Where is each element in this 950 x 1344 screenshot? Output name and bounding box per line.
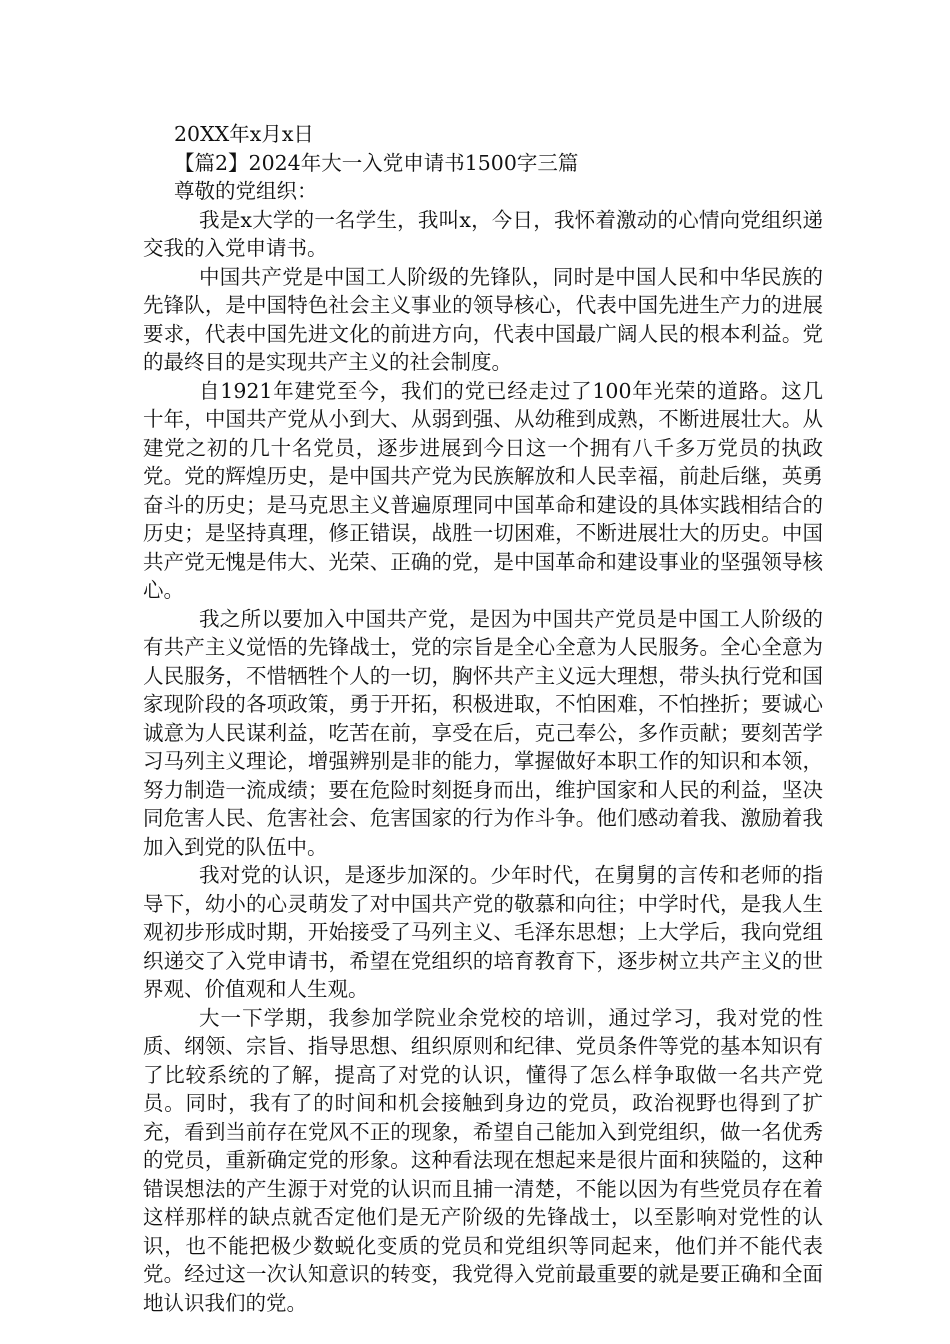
paragraph-party-school: 大一下学期，我参加学院业余党校的培训，通过学习，我对党的性质、纲领、宗旨、指导思想、组织原则和纪律、党员条件等党的基本知识有了比较系统的了解，提高了对党的认识，懂得了怎么样争取做一名共产党员。同时，我有了的时间和机会接触到身边的党员，政治视野也得到了扩充，看到当前存在党风不正的现象，希望自己能加入到党组织，做一名优秀的党员，重新确定党的形象。这种看法现在想起来是很片面和狭隘的，这种错误想法的产生源于对党的认识而且捕一清楚，不能以因为有些党员存在着这样那样的缺点就否定他们是无产阶级的先锋战士，以至影响对党性的认识，也不能把极少数蜕化变质的党员和党组织等同起来，他们并不能代表党。经过这一次认知意识的转变，我党得入党前最重要的就是要正确和全面地认识我们的党。 (143, 1005, 823, 1315)
date-line: 20XX年x月x日 (174, 122, 314, 146)
paragraph-understanding: 我对党的认识，是逐步加深的。少年时代，在舅舅的言传和老师的指导下，幼小的心灵萌发了对中国共产党的敬慕和向往；中学时代，是我人生观初步形成时期，开始接受了马列主义、毛泽东思想；上大学后，我向党组织递交了入党申请书，希望在党组织的培育教育下，逐步树立共产主义的世界观、价值观和人生观。 (143, 863, 823, 1001)
section-title: 【篇2】2024年大一入党申请书1500字三篇 (174, 150, 579, 175)
paragraph-intro: 我是x大学的一名学生，我叫x，今日，我怀着激动的心情向党组织递交我的入党申请书。 (143, 207, 823, 260)
salutation: 尊敬的党组织： (174, 179, 318, 203)
paragraph-party-nature: 中国共产党是中国工人阶级的先锋队，同时是中国人民和中华民族的先锋队，是中国特色社会主义事业的领导核心，代表中国先进生产力的进展要求，代表中国先进文化的前进方向，代表中国最广阔人民的根本利益。党的最终目的是实现共产主义的社会制度。 (143, 264, 823, 374)
document-page (143, 120, 823, 1317)
paragraph-party-history: 自1921年建党至今，我们的党已经走过了100年光荣的道路。这几十年，中国共产党从小到大、从弱到强、从幼稚到成熟，不断进展壮大。从建党之初的几十名党员，逐步进展到今日这一个拥有八千多万党员的执政党。党的辉煌历史，是中国共产党为民族解放和人民幸福，前赴后继，英勇奋斗的历史；是马克思主义普遍原理同中国革命和建设的具体实践相结合的历史；是坚持真理，修正错误，战胜一切困难，不断进展壮大的历史。中国共产党无愧是伟大、光荣、正确的党，是中国革命和建设事业的坚强领导核心。 (143, 378, 823, 602)
paragraph-reason-to-join: 我之所以要加入中国共产党，是因为中国共产党员是中国工人阶级的有共产主义觉悟的先锋战士，党的宗旨是全心全意为人民服务。全心全意为人民服务，不惜牺牲个人的一切，胸怀共产主义远大理想，带头执行党和国家现阶段的各项政策，勇于开拓，积极进取，不怕困难，不怕挫折；要诚心诚意为人民谋利益，吃苦在前，享受在后，克己奉公，多作贡献；要刻苦学习马列主义理论，增强辨别是非的能力，掌握做好本职工作的知识和本领，努力制造一流成绩；要在危险时刻挺身而出，维护国家和人民的利益，坚决同危害人民、危害社会、危害国家的行为作斗争。他们感动着我、激励着我加入到党的队伍中。 (143, 606, 823, 859)
